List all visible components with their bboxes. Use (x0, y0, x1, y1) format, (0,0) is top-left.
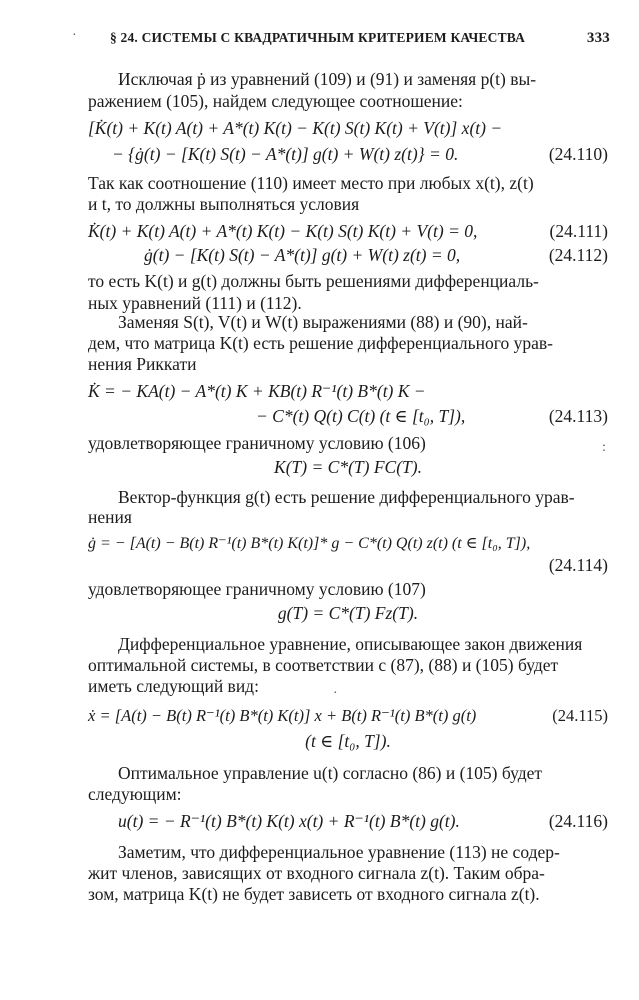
equation-body: ẋ = [A(t) − B(t) R⁻¹(t) B*(t) K(t)] x + B(t) R⁻¹(t) B*(t) g(t) (88, 706, 477, 725)
paragraph-line: иметь следующий вид: (88, 676, 259, 696)
paragraph-line: зом, матрица K(t) не будет зависеть от входного сигнала z(t). (88, 884, 540, 904)
equation-24-114: ġ = − [A(t) − B(t) R⁻¹(t) B*(t) K(t)]* g − C*(t) Q(t) z(t) (t ∈ [t₀, T]), (88, 535, 531, 552)
paragraph-line: нения Риккати (88, 354, 197, 374)
paragraph-line: и t, то должны выполняться условия (88, 194, 360, 214)
paragraph-line: Оптимальное управление u(t) согласно (86) и (105) будет (118, 763, 543, 783)
equation-number: (24.114) (548, 555, 608, 575)
paragraph-line: удовлетворяющее граничному условию (106) (88, 433, 426, 453)
paragraph-line: ражением (105), найдем следующее соотношение: (88, 91, 463, 111)
paragraph-line: нения (88, 507, 132, 527)
equation-number: (24.112) (548, 245, 608, 265)
equation-number: (24.113) (548, 406, 608, 426)
paragraph-line: удовлетворяющее граничному условию (107) (88, 579, 426, 599)
equation-body: − C*(t) Q(t) C(t) (t ∈ [t₀, T]), (256, 406, 466, 426)
paragraph-line: Дифференциальное уравнение, описывающее закон движения (118, 634, 583, 654)
equation-number: (24.116) (548, 811, 608, 831)
paragraph-line: Вектор-функция g(t) есть решение дифференциального урав- (118, 487, 575, 507)
equation-body: − {ġ(t) − [K(t) S(t) − A*(t)] g(t) + W(t) z(t)} = 0. (112, 144, 459, 164)
paragraph-line: то есть K(t) и g(t) должны быть решениями дифференциаль- (88, 271, 539, 291)
paragraph-line: Заметим, что дифференциальное уравнение (113) не содер- (118, 842, 560, 862)
paragraph-line: жит членов, зависящих от входного сигнала z(t). Таким обра- (88, 863, 545, 883)
print-speck: · (72, 28, 77, 43)
equation-24-110-line-1: [K̇(t) + K(t) A(t) + A*(t) K(t) − K(t) S(t) K(t) + V(t)] x(t) − (88, 118, 503, 138)
boundary-condition-106: K(T) = C*(T) FC(T). (274, 457, 422, 477)
boundary-condition-107: g(T) = C*(T) Fz(T). (277, 603, 419, 623)
equation-24-113-line-1: K̇ = − KA(t) − A*(t) K + KB(t) R⁻¹(t) B*(t) K − (88, 381, 426, 401)
equation-body: u(t) = − R⁻¹(t) B*(t) K(t) x(t) + R⁻¹(t) B*(t) g(t). (118, 811, 460, 831)
print-speck: : (602, 440, 606, 455)
equation-body: K̇(t) + K(t) A(t) + A*(t) K(t) − K(t) S(t) K(t) + V(t) = 0, (88, 221, 478, 241)
equation-number: (24.110) (548, 144, 608, 164)
equation-24-115-line-1 (88, 705, 608, 727)
equation-24-111 (88, 220, 608, 242)
equation-number: (24.115) (552, 706, 608, 725)
paragraph-line: следующим: (88, 784, 182, 804)
section-title: § 24. СИСТЕМЫ С КВАДРАТИЧНЫМ КРИТЕРИЕМ КАЧЕСТВА (110, 30, 526, 45)
paragraph-line: ных уравнений (111) и (112). (88, 293, 302, 313)
paragraph-line: Исключая ṗ из уравнений (109) и (91) и заменяя p(t) вы- (118, 69, 537, 89)
equation-body: ġ(t) − [K(t) S(t) − A*(t)] g(t) + W(t) z(t) = 0, (144, 245, 461, 265)
page-number: 333 (586, 30, 610, 46)
paragraph-line: Так как соотношение (110) имеет место при любых x(t), z(t) (88, 173, 534, 193)
equation-number: (24.111) (549, 221, 608, 241)
print-speck: · (333, 686, 338, 701)
paragraph-line: Заменяя S(t), V(t) и W(t) выражениями (88) и (90), най- (118, 312, 528, 332)
paragraph-line: дем, что матрица K(t) есть решение дифференциального урав- (88, 333, 553, 353)
paragraph-line: оптимальной системы, в соответствии с (87), (88) и (105) будет (88, 655, 559, 675)
equation-24-115-line-2: (t ∈ [t₀, T]). (305, 731, 391, 751)
